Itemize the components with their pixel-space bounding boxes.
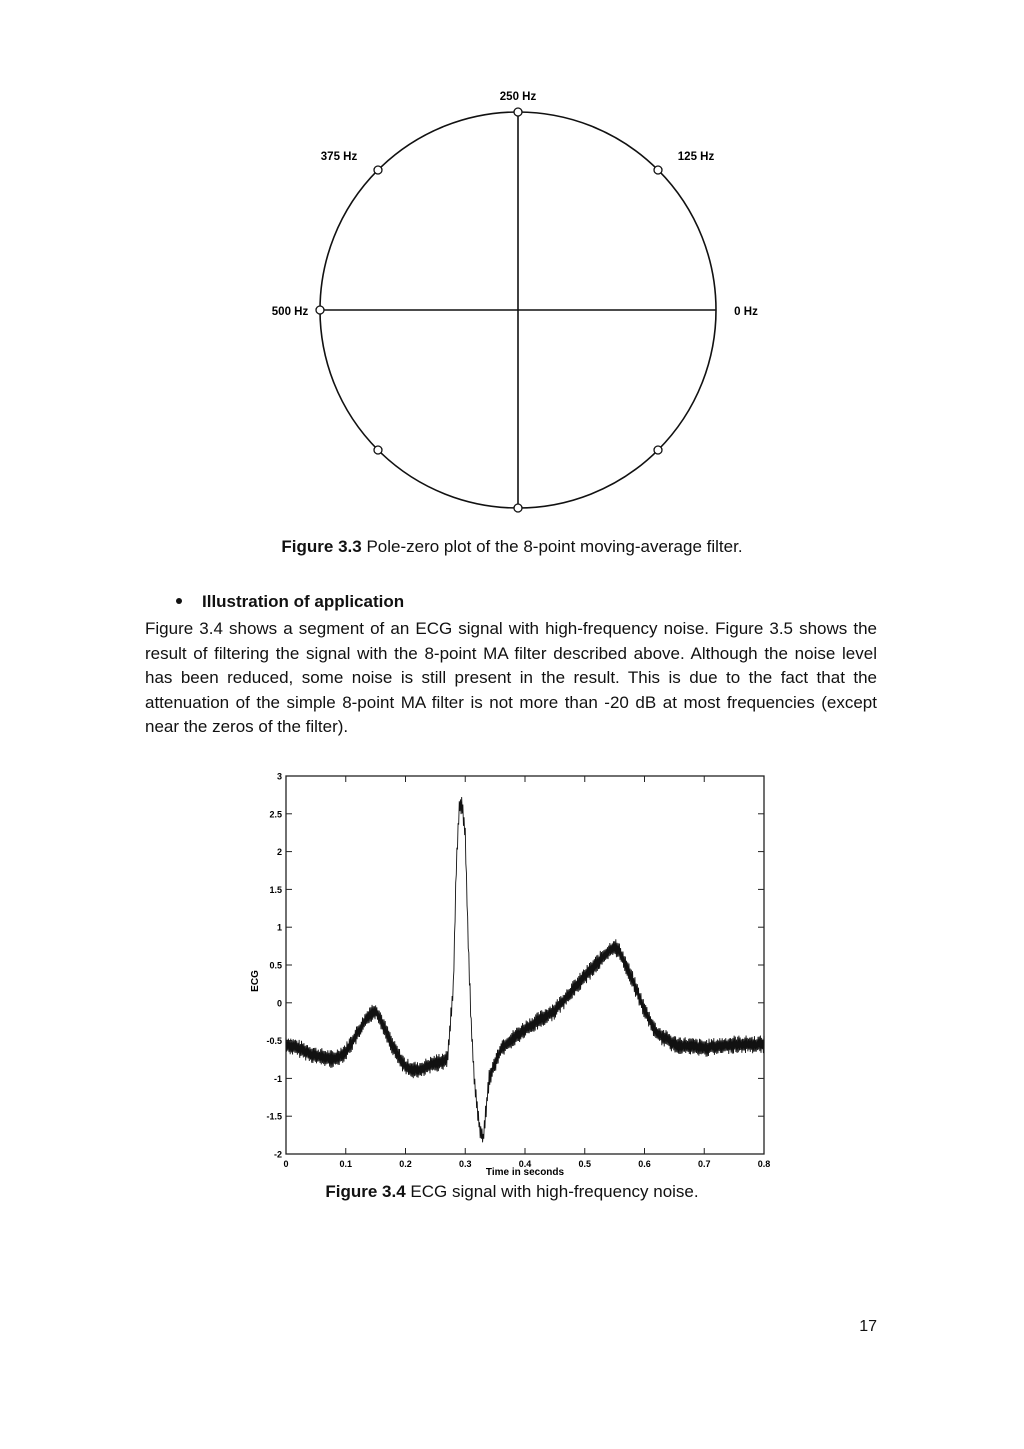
label-0hz: 0 Hz — [734, 306, 758, 318]
section-bullet-title: Illustration of application — [202, 592, 405, 611]
section-bullet — [176, 591, 404, 613]
ecg-ytick-label: -1 — [273, 1073, 282, 1084]
figure-3-4-text: ECG signal with high-frequency noise. — [405, 1182, 699, 1201]
label-375hz: 375 Hz — [320, 151, 358, 163]
ecg-ytick-label: 2.5 — [269, 809, 282, 820]
label-125hz: 125 Hz — [677, 151, 715, 163]
ecg-signal-line — [286, 797, 764, 1142]
ecg-ytick-label: 1.5 — [269, 884, 282, 895]
ecg-ylabel: ECG — [250, 970, 261, 992]
ecg-xlabel: Time in seconds — [485, 1167, 565, 1178]
ecg-xtick-label: 0.4 — [518, 1159, 532, 1169]
bullet-dot-icon — [176, 598, 182, 604]
zero-marker — [374, 166, 382, 174]
zero-marker — [514, 504, 522, 512]
ecg-xtick-label: 0 — [283, 1159, 289, 1169]
ecg-ytick-label: 0.5 — [269, 960, 282, 971]
ecg-xtick-label: 0.1 — [339, 1159, 353, 1169]
ecg-axis-ticks — [286, 776, 764, 1154]
ecg-xtick-label: 0.5 — [578, 1159, 592, 1169]
figure-3-3-text: Pole-zero plot of the 8-point moving-average filter. — [361, 537, 743, 556]
ecg-ytick-label: 2 — [276, 847, 282, 858]
zero-marker — [514, 108, 522, 116]
ecg-plot-frame — [286, 776, 764, 1154]
ecg-ytick-label: -0.5 — [266, 1036, 282, 1047]
ecg-ytick-label: 3 — [276, 771, 282, 782]
ecg-xtick-label: 0.7 — [697, 1159, 711, 1169]
ecg-ytick-label: 1 — [276, 922, 282, 933]
figure-3-4-caption — [0, 1181, 1024, 1203]
ecg-chart — [240, 768, 780, 1180]
ecg-xtick-label: 0.2 — [399, 1159, 412, 1169]
label-500hz: 500 Hz — [271, 306, 309, 318]
figure-3-4-label: Figure 3.4 — [325, 1182, 406, 1201]
ecg-tick-labels — [266, 772, 770, 1170]
zero-marker — [654, 166, 662, 174]
zero-marker — [374, 446, 382, 454]
zero-marker — [654, 446, 662, 454]
pole-zero-plot — [250, 80, 780, 520]
body-paragraph: Figure 3.4 shows a segment of an ECG signal with high-frequency noise. Figure 3.5 shows the result of filtering the signal with the 8-point MA filter described above. Although the noise level has been reduced, some noise is still present in the result. This is due to the fact that the attenuation of the simple 8-point MA filter is not more than -20 dB at most frequencies (except near the zeros of the filter). — [145, 619, 877, 737]
ecg-xtick-label: 0.3 — [458, 1159, 472, 1169]
ecg-ytick-label: -1.5 — [266, 1111, 282, 1122]
ecg-ytick-label: 0 — [276, 998, 282, 1009]
figure-3-3-label: Figure 3.3 — [281, 537, 362, 556]
label-250hz: 250 Hz — [499, 91, 537, 103]
zero-marker — [316, 306, 324, 314]
page-number: 17 — [859, 1318, 877, 1335]
figure-3-3-caption — [0, 536, 1024, 558]
ecg-ytick-label: -2 — [273, 1149, 282, 1160]
ecg-xtick-label: 0.8 — [757, 1159, 771, 1169]
ecg-xtick-label: 0.6 — [638, 1159, 651, 1169]
